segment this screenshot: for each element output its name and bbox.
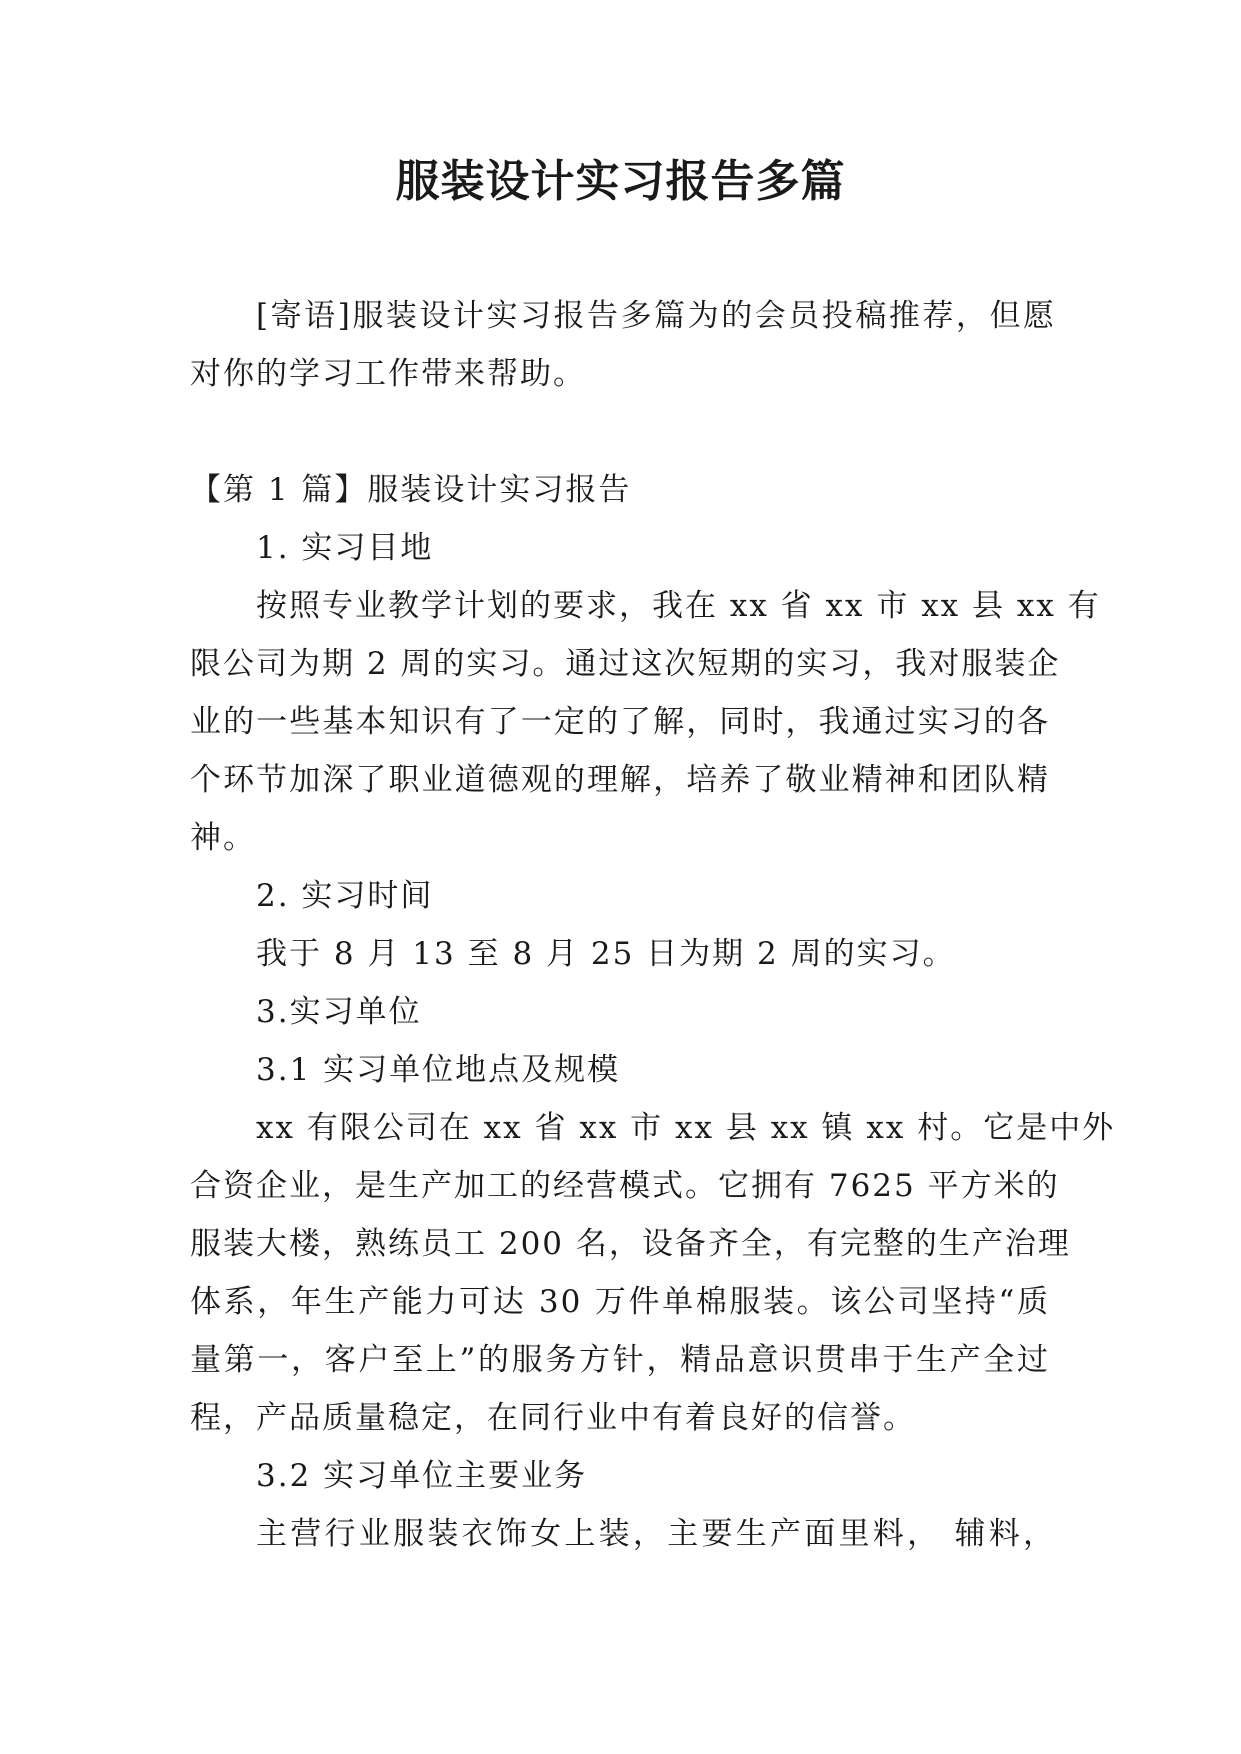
- section-1-heading: 1. 实习目地: [256, 530, 434, 566]
- section-3-2-body: 主营行业服装衣饰女上装，主要生产面里料， 辅料，: [256, 1516, 1056, 1552]
- section-3-1-body-line-1: xx 有限公司在 xx 省 xx 市 xx 县 xx 镇 xx 村。它是中外: [256, 1110, 1116, 1146]
- section-3-1-body-line-6: 程，产品质量稳定，在同行业中有着良好的信誉。: [190, 1400, 916, 1436]
- document-title: 服装设计实习报告多篇: [395, 156, 846, 207]
- section-3-1-body-line-2: 合资企业，是生产加工的经营模式。它拥有 7625 平方米的: [190, 1168, 1060, 1204]
- section-1-body-line-4: 个环节加深了职业道德观的理解，培养了敬业精神和团队精: [190, 762, 1050, 798]
- chapter-heading: 【第 1 篇】服装设计实习报告: [190, 472, 632, 508]
- section-3-1-heading: 3.1 实习单位地点及规模: [256, 1052, 621, 1088]
- section-3-1-body-line-5: 量第一，客户至上”的服务方针，精品意识贯串于生产全过: [190, 1342, 1050, 1378]
- section-1-body-line-3: 业的一些基本知识有了一定的了解，同时，我通过实习的各: [190, 704, 1050, 740]
- section-2-heading: 2. 实习时间: [256, 878, 434, 914]
- intro-line-2: 对你的学习工作带来帮助。: [190, 356, 586, 392]
- section-1-body-line-2: 限公司为期 2 周的实习。通过这次短期的实习，我对服装企: [190, 646, 1061, 682]
- section-1-body-line-5: 神。: [190, 820, 256, 856]
- section-3-heading: 3.实习单位: [256, 994, 422, 1030]
- section-3-1-body-line-3: 服装大楼，熟练员工 200 名，设备齐全，有完整的生产治理: [190, 1226, 1071, 1262]
- section-3-1-body-line-4: 体系，年生产能力可达 30 万件单棉服装。该公司坚持“质: [190, 1284, 1050, 1320]
- section-3-2-heading: 3.2 实习单位主要业务: [256, 1458, 588, 1494]
- section-1-body-line-1: 按照专业教学计划的要求，我在 xx 省 xx 市 xx 县 xx 有: [256, 588, 1101, 624]
- section-2-body: 我于 8 月 13 至 8 月 25 日为期 2 周的实习。: [256, 936, 956, 972]
- intro-line-1: [寄语]服装设计实习报告多篇为的会员投稿推荐，但愿: [256, 298, 1056, 334]
